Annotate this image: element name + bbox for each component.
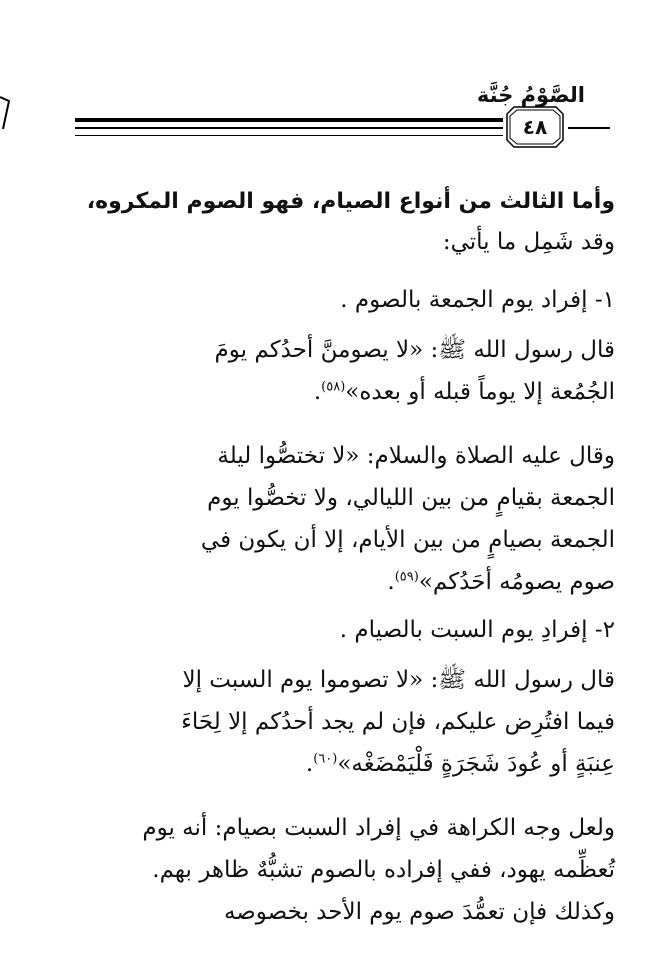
list-item-title: إفراد يوم الجمعة بالصوم . [340, 287, 588, 313]
hadith-line: الجمعة بقيامٍ من بين الليالي، ولا تخصُّوا يوم [207, 485, 615, 511]
footnote-ref: (٦٠) [313, 751, 338, 767]
running-title: الصَّوْمُ جُنَّة [476, 83, 585, 107]
paragraph-line: تُعظِّمه يهود، ففي إفراده بالصوم تشبُّهٌ ظاهر بهم. [152, 857, 615, 883]
paragraph-line: وأما الثالث من أنواع الصيام، فهو الصوم المكروه، [86, 189, 615, 214]
list-item-2 [55, 610, 615, 650]
hadith-line: فيما افتُرِض عليكم، فإن لم يجد أحدُكم إلا لِحَاءَ [181, 709, 615, 735]
header-rule-thin [75, 135, 503, 136]
list-item-1 [55, 280, 615, 320]
page-number: ٤٨ [522, 115, 548, 139]
footnote-ref: (٥٨) [321, 379, 346, 395]
paragraph-line: ولعل وجه الكراهة في إفراد السبت بصيام: أنه يوم [142, 815, 615, 841]
hadith-line: صوم يصومُه أحَدُكم»$^{(٥٩)}$. [387, 569, 615, 595]
hadith-line: عِنبَةٍ أو عُودَ شَجَرَةٍ فَلْيَمْضَغْه»$^{(٦٠)}$. [305, 751, 615, 777]
hadith-line: الجُمُعة إلا يوماً قبله أو بعده»$^{(٥٨)}$. [313, 379, 615, 405]
list-number: ١- [594, 287, 615, 313]
list-item-title: إفرادِ يوم السبت بالصيام . [339, 617, 588, 643]
hadith-line: وقال عليه الصلاة والسلام: «لا تختصُّوا ليلة [217, 443, 615, 469]
header-rule-thick [75, 118, 503, 122]
header-rule-middle [75, 127, 503, 129]
footnote-ref: (٥٩) [394, 569, 419, 585]
paragraph-line: وكذلك فإن تعمُّدَ صوم يوم الأحد بخصوصه [223, 899, 615, 925]
page-number-frame [506, 106, 564, 148]
paragraph-line: وقد شَمِل ما يأتي: [442, 229, 615, 255]
list-number: ٢- [594, 617, 615, 643]
header-rule-right [568, 127, 610, 129]
hadith-line: قال رسول الله ﷺ: «لا يصومنَّ أحدُكم يومَ [214, 337, 615, 363]
page-edge-mark [0, 95, 10, 131]
hadith-line: قال رسول الله ﷺ: «لا تصوموا يوم السبت إلا [182, 667, 615, 693]
hadith-line: الجمعة بصيامٍ من بين الأيام، إلا أن يكون في [200, 527, 615, 553]
